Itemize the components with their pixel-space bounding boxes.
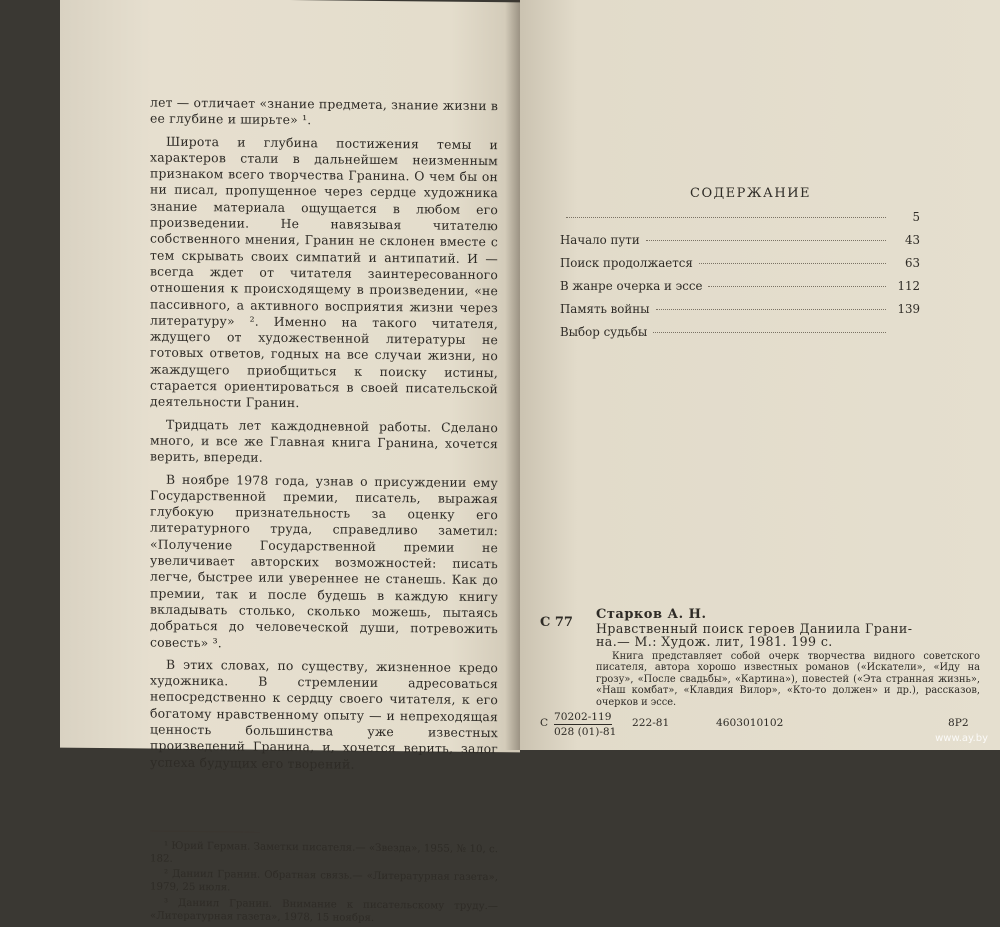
footnote-divider [150,830,260,832]
fraction-bottom: 028 (01)-81 [554,726,617,738]
toc-leader [653,332,886,333]
toc-label: Память войны [560,302,650,316]
code-prefix: С [540,717,549,729]
toc-row [560,279,920,302]
paragraph: В этих словах, по существу, жизненное кредо художника. В стремлении адресоваться непосредственно к сердцу своего читателя, к его богатому нравственному опыту — и непреходящая ценность большинства уже известных произведений Гранина, и, хочется верить, залог успеха будущих его творений. [150,656,498,772]
toc-label: В жанре очерка и эссе [560,279,703,293]
udk-code: 8Р2 [948,717,969,729]
annotation: Книга представляет собой очерк творчества видного советского писателя, автора хорошо известных романов («Искатели», «Иду на грозу», «После свадьбы», «Картина»), повестей («Эта странная жизнь», «Наш комбат», «Клавдия Вилор», «Кто-то должен» и др.), рассказов, очерков и эссе. [596,650,980,708]
title-line: Нравственный поиск героев Даниила Грани- [596,620,913,636]
paragraph: лет — отличает «знание предмета, знание жизни в ее глубине и ширьте» ¹. [150,94,498,128]
toc-page-number: 63 [904,256,920,270]
toc-leader [699,263,886,264]
toc-leader [566,217,886,218]
toc-row [560,325,920,348]
footnote: ¹ Юрий Герман. Заметки писателя.— «Звезда», 1955, № 10, с. 182. [150,840,498,865]
library-code: С 77 [540,615,573,630]
toc-page-number: 5 [912,210,920,224]
toc-leader [646,240,886,241]
toc-page-number: 139 [897,302,920,316]
toc-title: СОДЕРЖАНИЕ [690,186,812,201]
table-of-contents [560,210,920,348]
author: Старков А. Н. [596,607,707,622]
left-page [60,0,520,924]
footnote: ³ Даниил Гранин. Внимание к писательскому труду.— «Литературная газета», 1978, 15 ноября. [150,897,498,924]
title-line: на.— М.: Худож. лит, 1981. 199 с. [596,634,833,649]
toc-label: Выбор судьбы [560,325,648,339]
toc-leader [708,286,886,287]
left-page-text [150,95,498,775]
fraction-top: 70202-119 [554,711,612,723]
footnotes [150,839,498,926]
toc-leader [656,309,887,310]
paragraph: В ноябре 1978 года, узнав о присуждении ему Государственной премии, писатель, выражая глубокую признательность за оценку его литературного труда, справедливо заметил: «Получение Государственной премии не увеличивает авторских возможностей: писать легче, быстрее или увереннее не станешь. Как до премии, так и после будешь в каждую книгу вкладывать столько, сколько можешь, пытаясь добраться до человеческой души, потревожить совесть» ³. [150,471,498,650]
toc-label: Поиск продолжается [560,256,693,270]
bibliographic-record [540,607,980,738]
toc-label: Начало пути [560,233,640,247]
isbn: 4603010102 [716,717,784,729]
biblio-entry [596,608,980,708]
paragraph: Широта и глубина постижения темы и характеров стали в дальнейшем неизменным признаком всего творчества Гранина. О чем бы он ни писал, пропущенное через сердце художника знание материала ощущается в любом его произведении. Не навязывая читателю собственного мнения, Гранин не склонен вместе с тем скрывать своих симпатий и антипатий. И — всегда ждет от читателя заинтересованного отношения к происходящему в произведении, «не пассивного, а активного восприятия жизни через литературу» ². Именно на такого читателя, ждущего от художественной литературы не готовых ответов, годных на все случаи жизни, но жаждущего приобщиться к поиску истины, старается ориентироваться в своей писательской деятельности Гранин. [150,133,498,411]
toc-row [560,302,920,325]
watermark: www.ay.by [935,733,988,744]
footnote: ² Даниил Гранин. Обратная связь.— «Литературная газета», 1979, 25 июля. [150,868,498,894]
toc-page-number: 112 [897,279,920,293]
toc-row [560,233,920,256]
toc-row [560,210,920,233]
catalog-number: 222-81 [632,717,670,729]
toc-page-number: 43 [904,233,920,247]
toc-row [560,256,920,279]
right-page [520,0,1000,750]
paragraph: Тридцать лет каждодневной работы. Сделано много, и все же Главная книга Гранина, хочется верить, впереди. [150,416,498,465]
